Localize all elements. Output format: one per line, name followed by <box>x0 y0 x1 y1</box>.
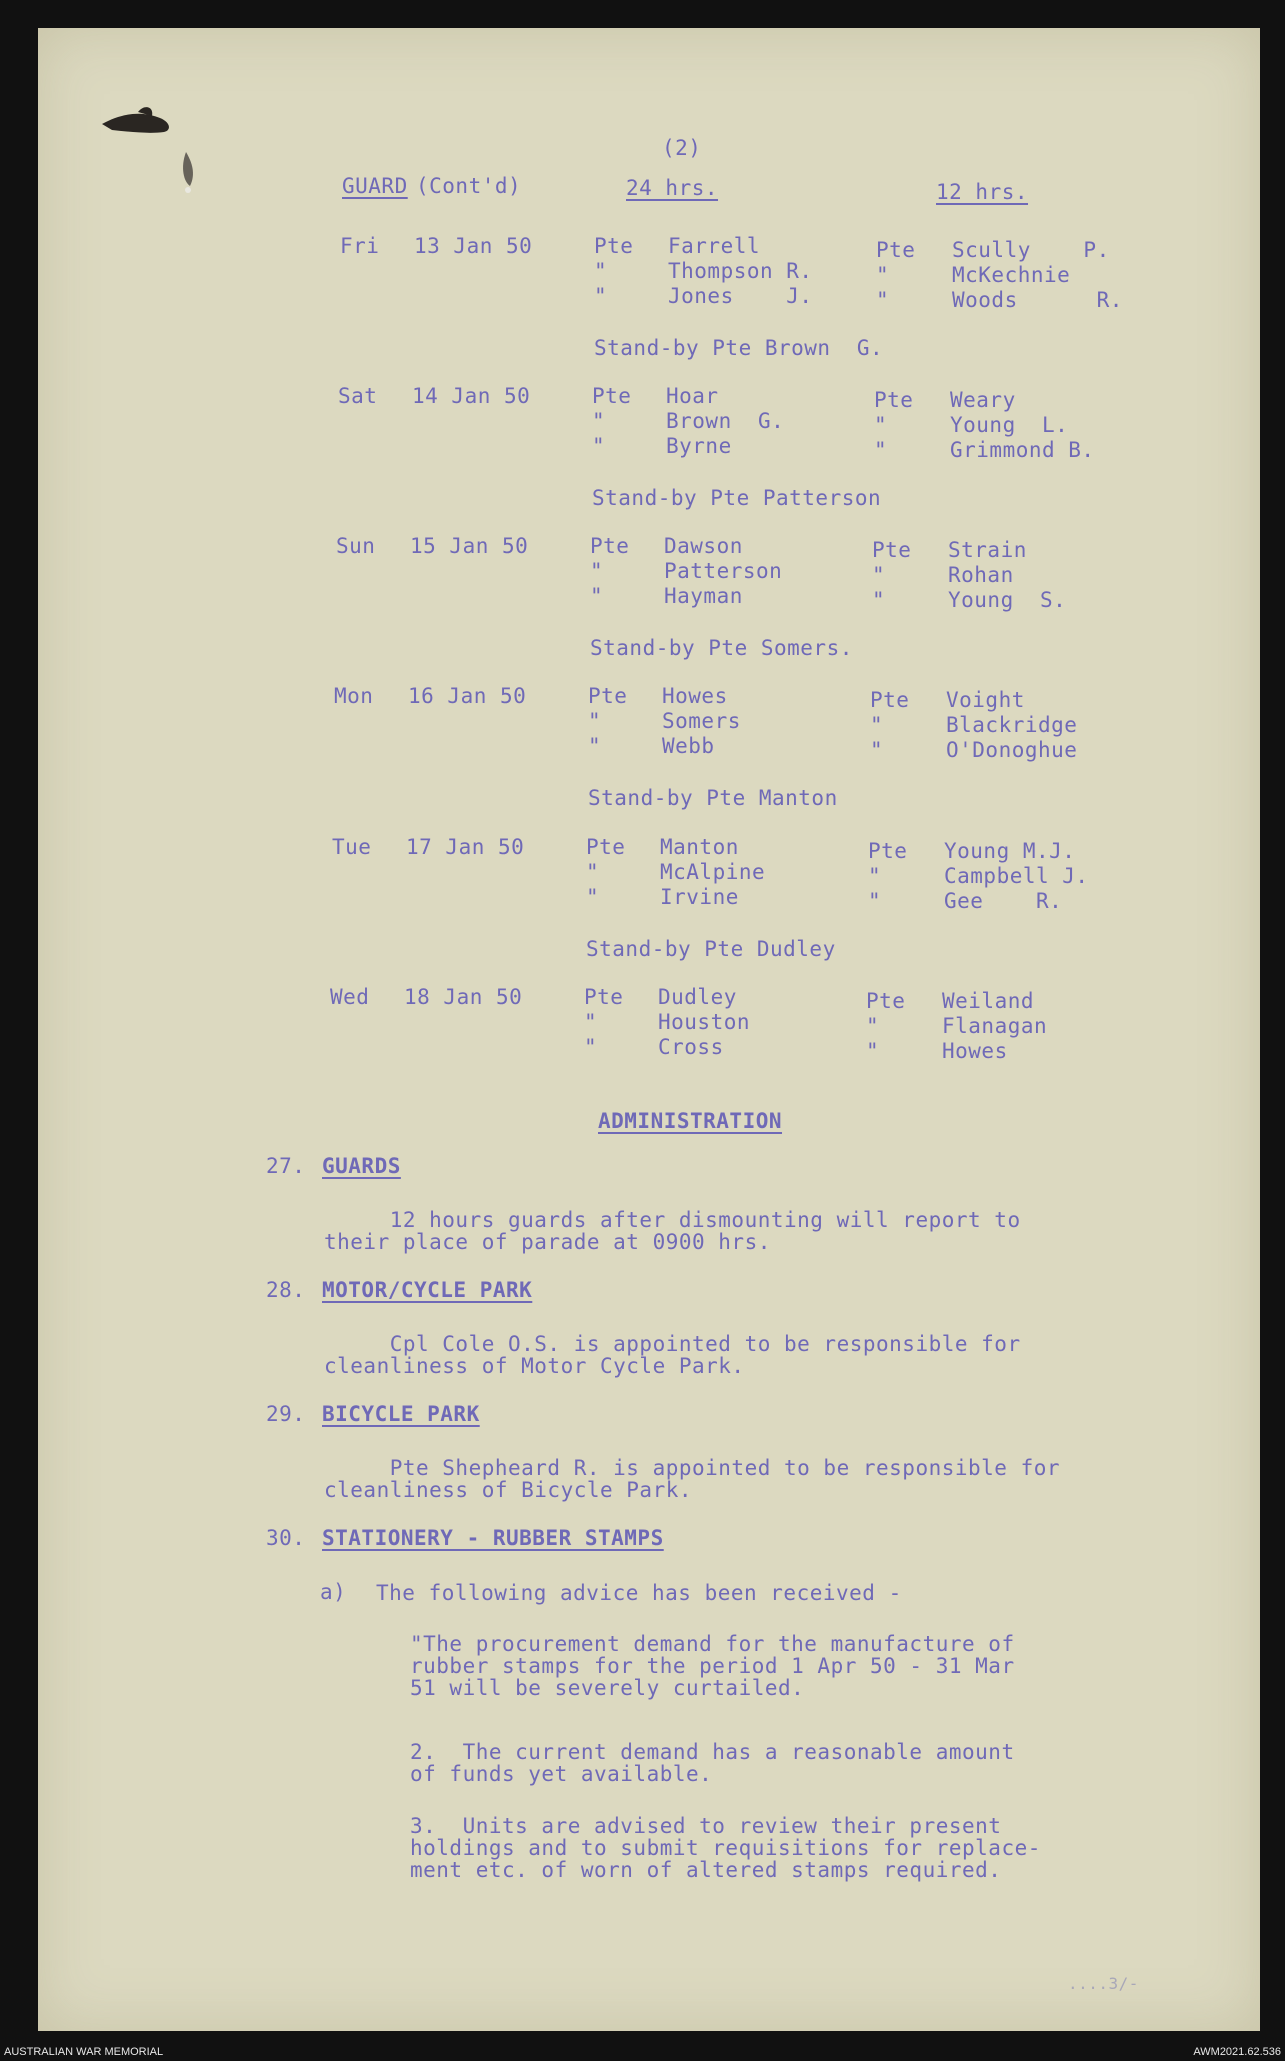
roster-24h-rank: " <box>590 584 604 608</box>
roster-24h-rank: " <box>594 284 608 308</box>
roster-24h-rank: " <box>592 409 606 433</box>
roster-date: 18 Jan 50 <box>404 985 523 1009</box>
roster-day: Sun <box>336 534 376 558</box>
roster-24h-rank: Pte <box>590 534 630 558</box>
quote-line: of funds yet available. <box>410 1762 713 1786</box>
roster-24h-rank: Pte <box>584 985 624 1009</box>
roster-12h-rank: " <box>866 1014 880 1038</box>
roster-day: Mon <box>334 684 374 708</box>
roster-24h-name: Dudley <box>658 985 737 1009</box>
roster-24h-name: Manton <box>660 835 739 859</box>
quote-line: ment etc. of worn of altered stamps required. <box>410 1858 1002 1882</box>
roster-24h-rank: " <box>584 1010 598 1034</box>
roster-24h-rank: " <box>590 559 604 583</box>
roster-12h-name: Blackridge <box>946 713 1078 737</box>
roster-12h-rank: Pte <box>874 388 914 412</box>
roster-12h-name: Young M.J. <box>944 839 1076 863</box>
roster-12h-name: Campbell J. <box>944 864 1089 888</box>
roster-24h-name: Hoar <box>666 384 719 408</box>
roster-date: 15 Jan 50 <box>410 534 529 558</box>
item-paragraph-line: Cpl Cole O.S. is appointed to be responsible for <box>324 1332 1021 1356</box>
item-paragraph-line: cleanliness of Bicycle Park. <box>324 1478 693 1502</box>
item-paragraph-line: cleanliness of Motor Cycle Park. <box>324 1354 745 1378</box>
item-paragraph-line: their place of parade at 0900 hrs. <box>324 1230 771 1254</box>
roster-24h-name: McAlpine <box>660 860 766 884</box>
quote-line: 3. Units are advised to review their present <box>410 1814 1002 1838</box>
roster-12h-rank: Pte <box>872 538 912 562</box>
roster-date: 16 Jan 50 <box>408 684 527 708</box>
roster-24h-name: Cross <box>658 1035 724 1059</box>
roster-day: Sat <box>338 384 378 408</box>
roster-12h-rank: " <box>868 864 882 888</box>
roster-day: Tue <box>332 835 372 859</box>
roster-24h-rank: Pte <box>586 835 626 859</box>
roster-24h-name: Farrell <box>668 234 761 258</box>
roster-24h-rank: " <box>592 434 606 458</box>
roster-24h-name: Thompson R. <box>668 259 813 283</box>
standby-line: Stand-by Pte Somers. <box>590 636 853 660</box>
roster-12h-name: Voight <box>946 688 1025 712</box>
archive-footer-left: AUSTRALIAN WAR MEMORIAL <box>4 2046 164 2058</box>
quote-line: rubber stamps for the period 1 Apr 50 - 31 Mar <box>410 1654 1015 1678</box>
roster-24h-name: Houston <box>658 1010 751 1034</box>
roster-day: Fri <box>340 234 380 258</box>
roster-day: Wed <box>330 985 370 1009</box>
guard-heading: GUARD <box>342 174 408 198</box>
item-title: GUARDS <box>322 1154 401 1178</box>
quote-line: "The procurement demand for the manufacture of <box>410 1632 1015 1656</box>
standby-line: Stand-by Pte Patterson <box>592 486 882 510</box>
roster-24h-name: Irvine <box>660 885 739 909</box>
roster-12h-name: Rohan <box>948 563 1014 587</box>
column-12hrs-heading: 12 hrs. <box>936 180 1029 204</box>
roster-12h-rank: " <box>874 438 888 462</box>
roster-24h-name: Webb <box>662 734 715 758</box>
roster-12h-name: Strain <box>948 538 1027 562</box>
roster-12h-rank: " <box>874 413 888 437</box>
standby-line: Stand-by Pte Manton <box>588 786 838 810</box>
roster-12h-name: Young S. <box>948 588 1067 612</box>
roster-24h-name: Hayman <box>664 584 743 608</box>
roster-12h-name: Woods R. <box>952 288 1123 312</box>
roster-24h-name: Dawson <box>664 534 743 558</box>
roster-12h-rank: " <box>866 1039 880 1063</box>
roster-24h-rank: " <box>594 259 608 283</box>
roster-24h-rank: " <box>588 734 602 758</box>
roster-24h-rank: " <box>588 709 602 733</box>
item-number: 27. <box>266 1154 306 1178</box>
item-title: BICYCLE PARK <box>322 1402 480 1426</box>
item-paragraph-line: 12 hours guards after dismounting will report to <box>324 1208 1021 1232</box>
roster-24h-rank: Pte <box>594 234 634 258</box>
item-number: 28. <box>266 1278 306 1302</box>
administration-heading: ADMINISTRATION <box>598 1109 783 1133</box>
archive-footer-bar <box>0 2044 1285 2061</box>
roster-24h-name: Brown G. <box>666 409 785 433</box>
quote-line: 51 will be severely curtailed. <box>410 1676 805 1700</box>
ink-blot-mark <box>100 82 210 202</box>
roster-12h-name: McKechnie <box>952 263 1071 287</box>
roster-24h-rank: Pte <box>592 384 632 408</box>
roster-24h-rank: " <box>584 1035 598 1059</box>
item-title: MOTOR/CYCLE PARK <box>322 1278 533 1302</box>
roster-24h-name: Somers <box>662 709 741 733</box>
standby-line: Stand-by Pte Brown G. <box>594 336 884 360</box>
archive-footer-right: AWM2021.62.536 <box>1193 2046 1281 2058</box>
roster-12h-name: O'Donoghue <box>946 738 1078 762</box>
document-page <box>38 28 1260 2031</box>
item-title: STATIONERY - RUBBER STAMPS <box>322 1526 664 1550</box>
item-number: 30. <box>266 1526 306 1550</box>
quote-line: holdings and to submit requisitions for replace- <box>410 1836 1041 1860</box>
item-paragraph-line: Pte Shepheard R. is appointed to be responsible for <box>324 1456 1061 1480</box>
roster-12h-name: Weary <box>950 388 1016 412</box>
roster-12h-name: Flanagan <box>942 1014 1048 1038</box>
roster-12h-name: Weiland <box>942 989 1035 1013</box>
roster-12h-rank: Pte <box>870 688 910 712</box>
roster-12h-rank: " <box>876 288 890 312</box>
roster-date: 14 Jan 50 <box>412 384 531 408</box>
roster-24h-rank: " <box>586 860 600 884</box>
standby-line: Stand-by Pte Dudley <box>586 937 836 961</box>
roster-12h-rank: " <box>872 588 886 612</box>
roster-12h-rank: " <box>872 563 886 587</box>
roster-12h-name: Gee R. <box>944 889 1063 913</box>
subitem-text: The following advice has been received - <box>376 1581 902 1605</box>
item-number: 29. <box>266 1402 306 1426</box>
roster-24h-name: Howes <box>662 684 728 708</box>
roster-24h-rank: Pte <box>588 684 628 708</box>
roster-12h-rank: Pte <box>876 238 916 262</box>
quote-line: 2. The current demand has a reasonable amount <box>410 1740 1015 1764</box>
roster-12h-rank: " <box>870 738 884 762</box>
roster-12h-name: Grimmond B. <box>950 438 1095 462</box>
roster-24h-rank: " <box>586 885 600 909</box>
continuation-mark: ....3/- <box>1068 1974 1139 1993</box>
roster-date: 17 Jan 50 <box>406 835 525 859</box>
roster-12h-rank: " <box>868 889 882 913</box>
roster-12h-name: Young L. <box>950 413 1069 437</box>
page-number: (2) <box>662 136 702 160</box>
roster-12h-name: Howes <box>942 1039 1008 1063</box>
roster-12h-rank: Pte <box>868 839 908 863</box>
roster-12h-rank: " <box>876 263 890 287</box>
roster-24h-name: Patterson <box>664 559 783 583</box>
column-24hrs-heading: 24 hrs. <box>626 176 719 200</box>
roster-12h-name: Scully P. <box>952 238 1110 262</box>
guard-contd: (Cont'd) <box>416 174 522 198</box>
subitem-label: a) <box>320 1580 347 1604</box>
roster-date: 13 Jan 50 <box>414 234 533 258</box>
roster-12h-rank: Pte <box>866 989 906 1013</box>
roster-12h-rank: " <box>870 713 884 737</box>
roster-24h-name: Jones J. <box>668 284 813 308</box>
roster-24h-name: Byrne <box>666 434 732 458</box>
